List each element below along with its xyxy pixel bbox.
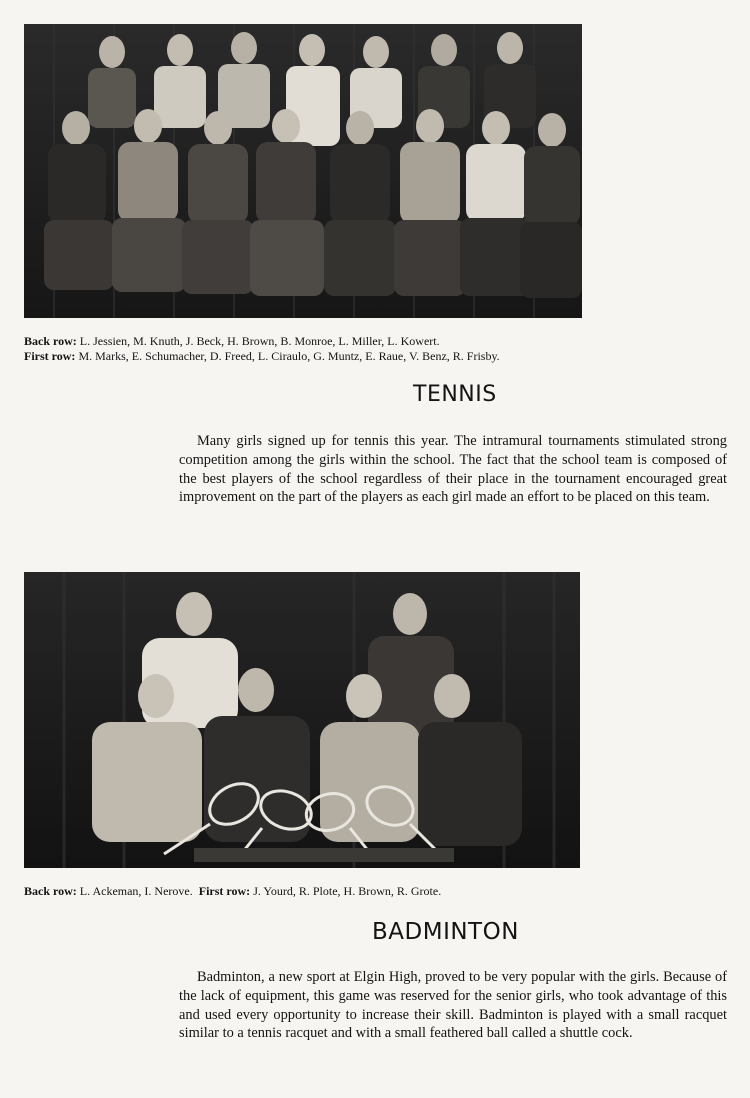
badminton-team-photo: [24, 572, 580, 868]
badminton-back-row-names: L. Ackeman, I. Nerove.: [76, 884, 193, 898]
tennis-team-photo: [24, 24, 582, 318]
tennis-first-row-names: M. Marks, E. Schumacher, D. Freed, L. Ciraulo, G. Muntz, E. Raue, V. Benz, R. Frisby.: [75, 349, 500, 363]
tennis-heading: TENNIS: [413, 382, 497, 407]
badminton-photo-caption: [24, 884, 624, 899]
tennis-back-row-names: L. Jessien, M. Knuth, J. Beck, H. Brown, B. Monroe, L. Miller, L. Kowert.: [76, 334, 440, 348]
badminton-first-row-label: First row:: [198, 884, 251, 898]
badminton-back-row-label: Back row:: [24, 884, 77, 898]
tennis-first-row-label: First row:: [24, 349, 76, 363]
badminton-photo-figures: [24, 572, 580, 868]
tennis-body-text: Many girls signed up for tennis this year. The intramural tournaments stimulated strong competition among the girls within the school. The fact that the school team is composed of the best players of the school regardless of their place in the tournament encouraged great improvement on the part of the players as each girl made an effort to be placed on this team.: [179, 433, 727, 506]
badminton-heading: BADMINTON: [372, 919, 519, 945]
tennis-photo-figures: [24, 24, 582, 318]
tennis-photo-caption: [24, 334, 582, 364]
badminton-first-row-names: J. Yourd, R. Plote, H. Brown, R. Grote.: [250, 884, 442, 898]
tennis-back-row-label: Back row:: [24, 334, 77, 348]
badminton-body-text: Badminton, a new sport at Elgin High, proved to be very popular with the girls. Because of the lack of equipment, this game was reserved for the senior girls, who took advantage of this and used every opportunity to increase their skill. Badminton is played with a small racquet similar to a tennis racquet and with a small feathered ball called a shuttle cock.: [179, 969, 727, 1042]
